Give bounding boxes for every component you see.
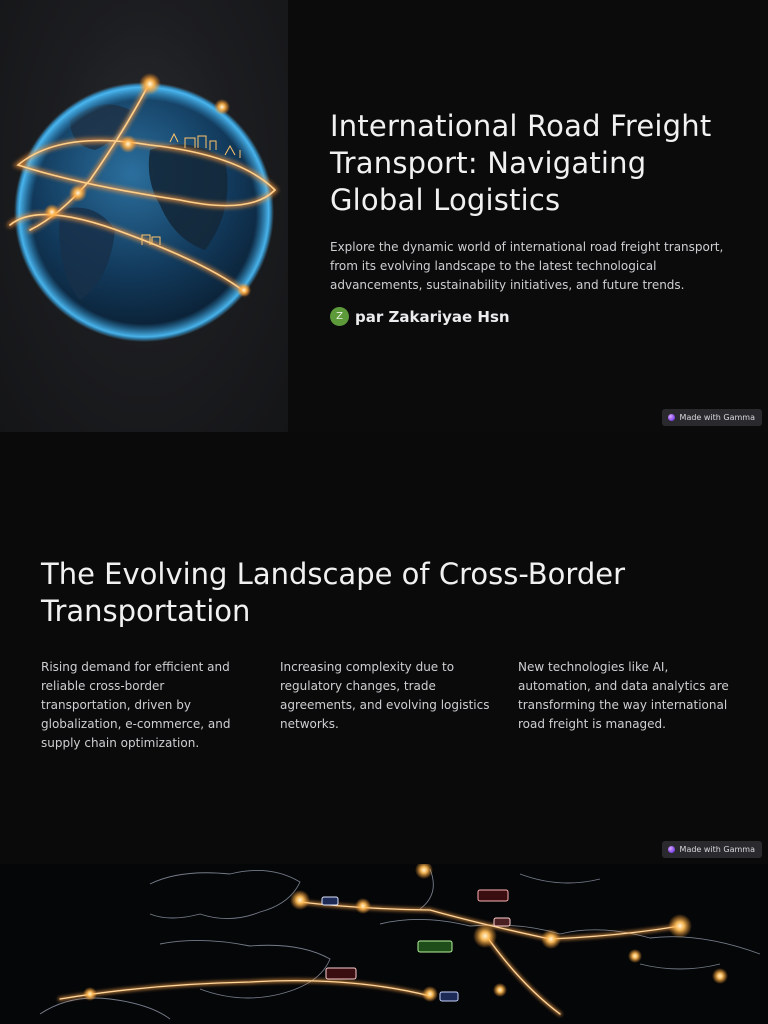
map-slide bbox=[0, 864, 768, 1024]
gamma-logo-icon bbox=[668, 414, 675, 421]
author-name: par Zakariyae Hsn bbox=[355, 307, 510, 326]
badge-label: Made with Gamma bbox=[679, 845, 755, 854]
title-slide bbox=[0, 0, 768, 432]
page-title: International Road Freight Transport: Navigating Global Logistics bbox=[330, 109, 712, 217]
author-byline bbox=[330, 307, 510, 326]
landscape-column-3: New technologies like AI, automation, and data analytics are transforming the way international road freight is managed. bbox=[518, 660, 729, 731]
freight-route-map-image bbox=[0, 864, 768, 1024]
globe-illustration bbox=[0, 0, 288, 432]
hero-globe-image bbox=[0, 0, 288, 432]
landscape-column-2: Increasing complexity due to regulatory changes, trade agreements, and evolving logistics networks. bbox=[280, 660, 490, 731]
badge-label: Made with Gamma bbox=[679, 413, 755, 422]
made-with-gamma-badge[interactable] bbox=[662, 409, 762, 426]
section-title: The Evolving Landscape of Cross-Border Transportation bbox=[41, 557, 625, 628]
gamma-logo-icon bbox=[668, 846, 675, 853]
landscape-column-1: Rising demand for efficient and reliable cross-border transportation, driven by globalization, e-commerce, and supply chain optimization. bbox=[41, 660, 231, 750]
avatar: Z bbox=[330, 307, 349, 326]
made-with-gamma-badge[interactable] bbox=[662, 841, 762, 858]
landscape-slide bbox=[0, 432, 768, 864]
hero-description: Explore the dynamic world of international road freight transport, from its evolving landscape to the latest technological advancements, sustainability initiatives, and future trends. bbox=[330, 240, 724, 292]
